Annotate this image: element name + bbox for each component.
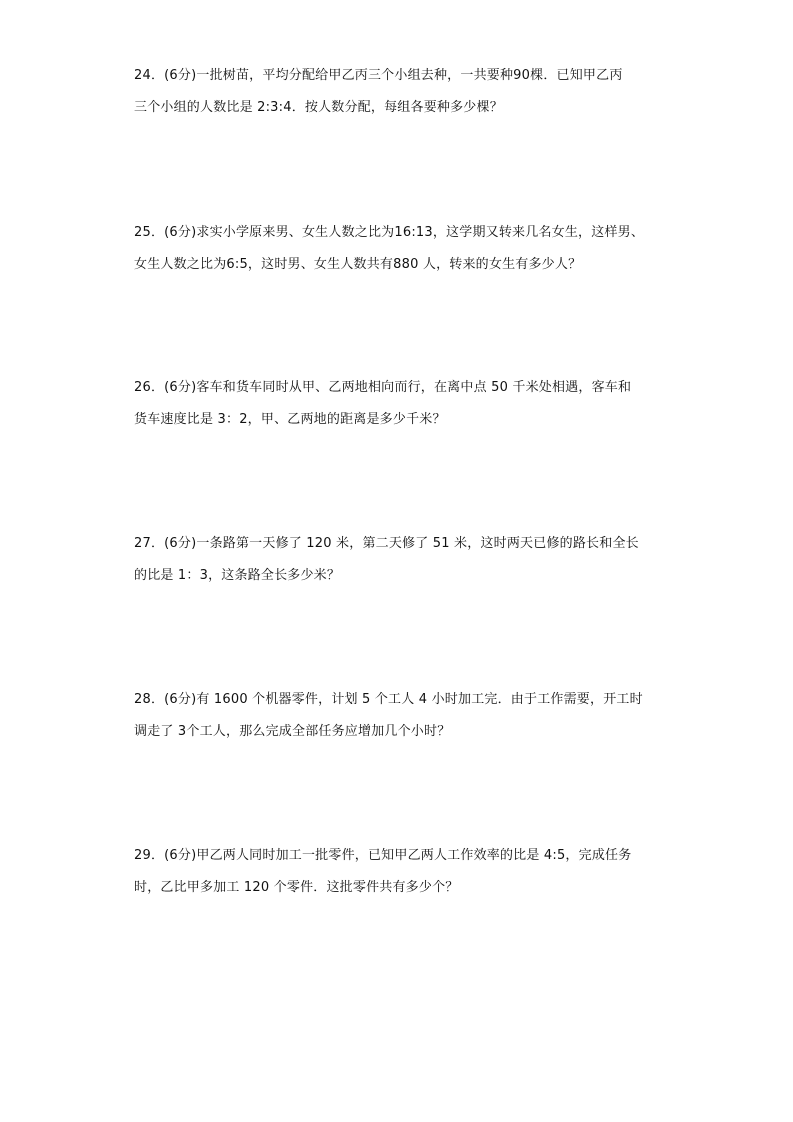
question-27-line-2: 的比是 1：3，这条路全长多少米？ xyxy=(134,568,341,583)
question-number: 24． xyxy=(134,68,165,83)
question-26-line-2: 货车速度比是 3：2，甲、乙两地的距离是多少千米？ xyxy=(134,412,446,427)
question-number: 29． xyxy=(134,848,165,863)
question-score: (6分) xyxy=(164,848,197,863)
question-text: 有 1600 个机器零件，计划 5 个工人 4 小时加工完．由于工作需要，开工时 xyxy=(196,692,643,707)
question-26-line-1 xyxy=(134,372,660,404)
question-text: 求实小学原来男、女生人数之比为16:13，这学期又转来几名女生，这样男、 xyxy=(196,225,645,240)
question-score: (6分) xyxy=(164,536,197,551)
question-text: 甲乙两人同时加工一批零件，已知甲乙两人工作效率的比是 4:5，完成任务 xyxy=(196,848,632,863)
question-26 xyxy=(134,372,660,436)
question-number: 25． xyxy=(134,225,165,240)
question-number: 27． xyxy=(134,536,165,551)
question-text: 一批树苗，平均分配给甲乙丙三个小组去种，一共要种90棵．已知甲乙丙 xyxy=(196,68,623,83)
question-24-line-1 xyxy=(134,60,660,92)
question-text: 客车和货车同时从甲、乙两地相向而行，在离中点 50 千米处相遇，客车和 xyxy=(196,380,632,395)
question-28 xyxy=(134,684,660,748)
question-score: (6分) xyxy=(164,225,197,240)
question-24-line-2: 三个小组的人数比是 2:3:4．按人数分配，每组各要种多少棵？ xyxy=(134,100,503,115)
question-score: (6分) xyxy=(164,692,197,707)
question-number: 26． xyxy=(134,380,165,395)
question-28-line-2: 调走了 3个工人，那么完成全部任务应增加几个小时？ xyxy=(134,724,451,739)
question-25-line-1 xyxy=(134,217,660,249)
question-29-line-1 xyxy=(134,840,660,872)
question-29-line-2: 时，乙比甲多加工 120 个零件．这批零件共有多少个？ xyxy=(134,880,459,895)
question-number: 28． xyxy=(134,692,165,707)
question-24 xyxy=(134,60,660,124)
question-25-line-2: 女生人数之比为6:5，这时男、女生人数共有880 人，转来的女生有多少人？ xyxy=(134,257,582,272)
question-27 xyxy=(134,528,660,592)
question-25 xyxy=(134,217,660,281)
question-28-line-1 xyxy=(134,684,660,716)
question-27-line-1 xyxy=(134,528,660,560)
question-text: 一条路第一天修了 120 米，第二天修了 51 米，这时两天已修的路长和全长 xyxy=(196,536,639,551)
question-score: (6分) xyxy=(164,380,197,395)
question-29 xyxy=(134,840,660,904)
question-score: (6分) xyxy=(164,68,197,83)
